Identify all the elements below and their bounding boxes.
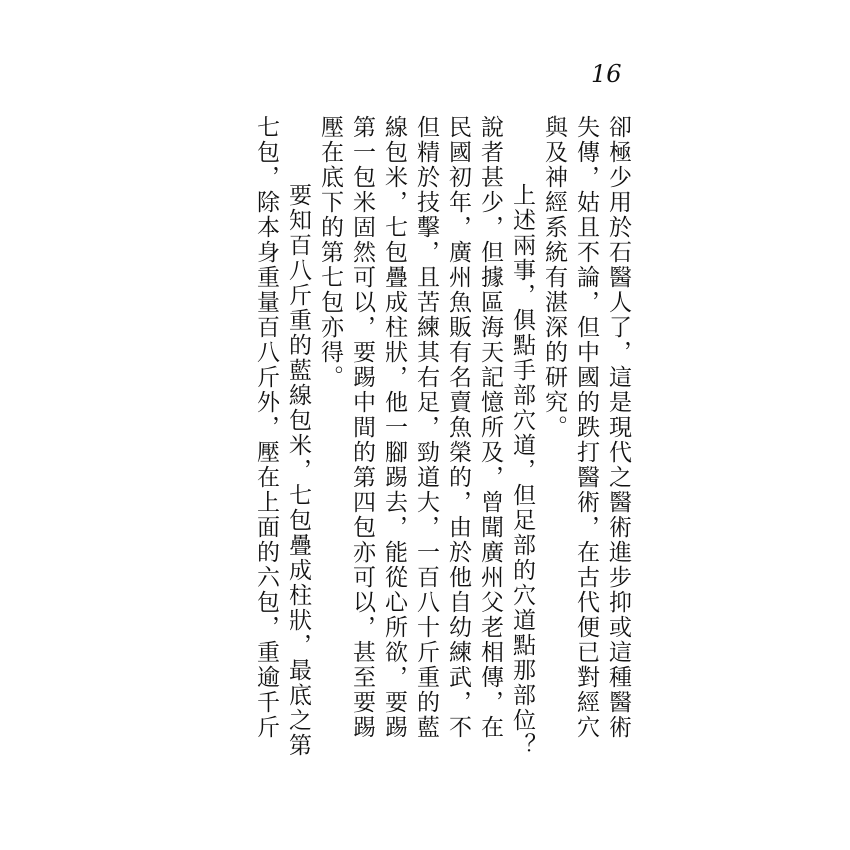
page-number: 16 xyxy=(591,60,622,88)
text-column-11: 要知百八斤重的藍線包米，七包疊成柱狀，最底之第 xyxy=(285,183,311,758)
text-column-4: 上述兩事，俱點手部穴道，但足部的穴道點那部位？ xyxy=(509,183,535,758)
text-column-2: 失傳，姑且不論，但中國的跌打醫術，在古代便已對經穴 xyxy=(573,115,599,740)
text-column-12: 七包，除本身重量百八斤外，壓在上面的六包，重逾千斤 xyxy=(253,115,279,740)
text-column-3: 與及神經系統有湛深的研究。 xyxy=(541,115,567,440)
text-column-1: 卻極少用於石醫人了，這是現代之醫術進步抑或這種醫術 xyxy=(605,115,631,740)
text-column-5: 說者甚少，但據區海天記憶所及，曾聞廣州父老相傳，在 xyxy=(477,115,503,740)
text-column-8: 線包米，七包疊成柱狀，他一腳踢去，能從心所欲，要踢 xyxy=(381,115,407,740)
text-column-7: 但精於技擊，且苦練其右足，勁道大，一百八十斤重的藍 xyxy=(413,115,439,740)
text-column-10: 壓在底下的第七包亦得。 xyxy=(317,115,343,390)
text-column-9: 第一包米固然可以，要踢中間的第四包亦可以，甚至要踢 xyxy=(349,115,375,740)
text-column-6: 民國初年，廣州魚販有名賣魚榮的，由於他自幼練武，不 xyxy=(445,115,471,740)
